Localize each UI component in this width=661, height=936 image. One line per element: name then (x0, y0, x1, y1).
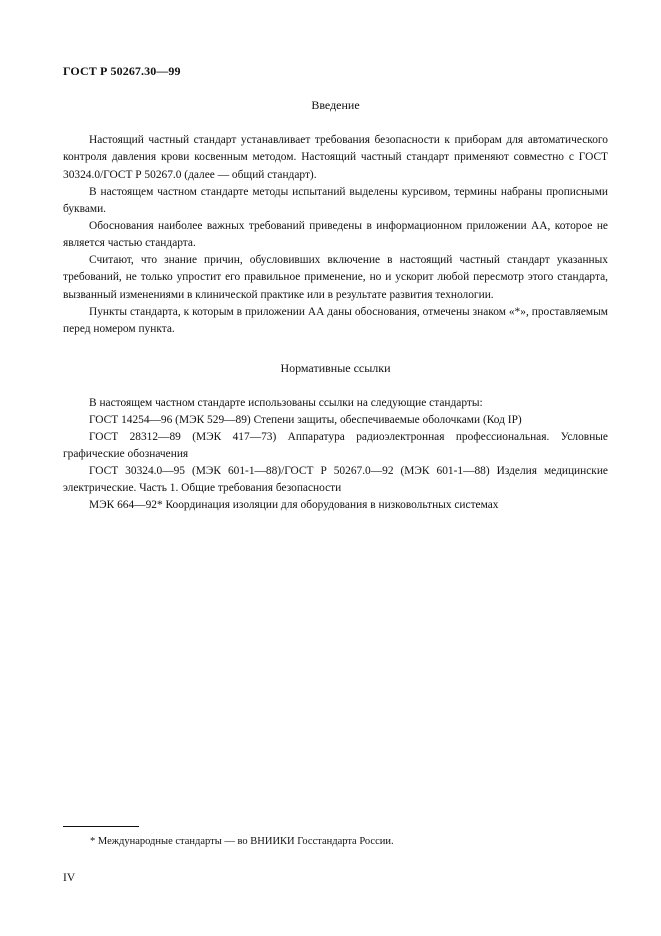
introduction-paragraph-5: Пункты стандарта, к которым в приложении АА даны обоснования, отмечены знаком «*», проставляемым перед номером пункта. (63, 306, 608, 336)
normative-reference-intro: В настоящем частном стандарте использованы ссылки на следующие стандарты: (89, 397, 483, 409)
introduction-paragraph-3: Обоснования наиболее важных требований приведены в информационном приложении АА, которое не является частью стандарта. (63, 220, 608, 250)
footnote: * Международные стандарты — во ВНИИКИ Госстандарта России. (90, 836, 394, 847)
document-header: ГОСТ Р 50267.30—99 (63, 64, 181, 78)
introduction-title: Введение (311, 98, 360, 112)
normative-reference-2: ГОСТ 28312—89 (МЭК 417—73) Аппаратура радиоэлектронная профессиональная. Условные графические обозначения (63, 431, 608, 461)
introduction-paragraph-1: Настоящий частный стандарт устанавливает требования безопасности к приборам для автоматического контроля давления крови косвенным методом. Настоящий частный стандарт применяют совместно с ГОСТ 30324.0/ГОСТ Р 50267.0 (далее — общий стандарт). (63, 134, 608, 181)
footnote-separator (63, 826, 139, 827)
introduction-paragraph-4: Считают, что знание причин, обусловивших включение в настоящий частный стандарт указанных требований, не только упростит его правильное применение, но и ускорит любой пересмотр этого стандарта, вызванный изменениями в клинической практике или в результате развития технологии. (63, 254, 608, 301)
normative-reference-4: МЭК 664—92* Координация изоляции для оборудования в низковольтных системах (89, 499, 499, 511)
normative-reference-1: ГОСТ 14254—96 (МЭК 529—89) Степени защиты, обеспечиваемые оболочками (Код IP) (89, 414, 522, 426)
introduction-paragraph-2: В настоящем частном стандарте методы испытаний выделены курсивом, термины набраны прописными буквами. (63, 186, 608, 216)
normative-reference-3: ГОСТ 30324.0—95 (МЭК 601-1—88)/ГОСТ Р 50267.0—92 (МЭК 601-1—88) Изделия медицинские электрические. Часть 1. Общие требования безопасности (63, 465, 608, 495)
normative-references-title: Нормативные ссылки (280, 361, 391, 375)
page-number: IV (63, 872, 76, 884)
